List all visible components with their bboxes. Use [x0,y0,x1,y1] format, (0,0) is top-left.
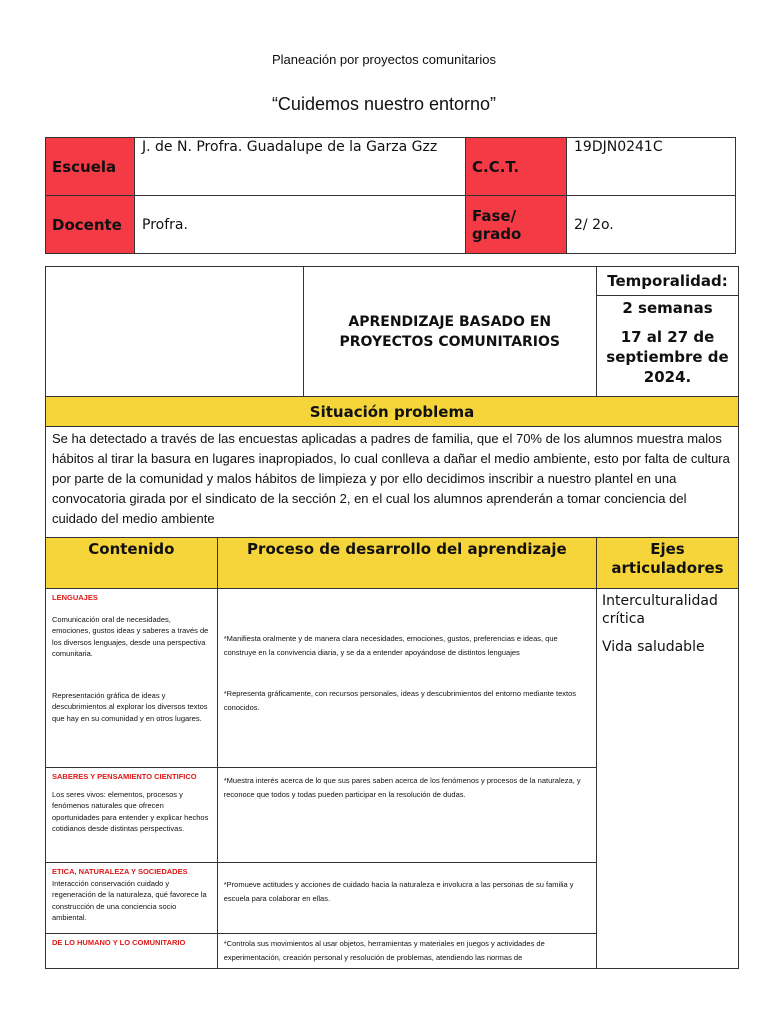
fase-label: Fase/ grado [466,196,567,254]
category-humano: DE LO HUMANO Y LO COMUNITARIO [52,938,186,947]
situacion-text: Se ha detectado a través de las encuestas aplicadas a padres de familia, que el 70% de los alumnos muestra malos hábitos al tirar la basura en lugares inapropiados, lo cual conlleva a dañar el medio ambiente, esto por falta de cultura por parte de la comunidad y malos hábitos de limpieza y por ello decidimos inscribir a nuestro plantel en una convocatoria girada por el sindicato de la sección 2, en el cual los alumnos aprenderán a tomar conciencia del cuidado del medio ambiente [46,427,739,538]
document-subtitle: Planeación por proyectos comunitarios [271,52,496,67]
process-etica-1: *Promueve actitudes y acciones de cuidado hacia la naturaleza e involucra a las personas de su familia y escuela para colaborar en ellas. [223,880,574,903]
process-lenguajes [217,589,596,768]
eje-interculturalidad: Interculturalidad crítica [602,593,718,627]
contenido-header: Contenido [46,538,218,589]
process-saberes-1: *Muestra interés acerca de lo que sus pares saben acerca de los fenómenos y procesos de la naturaleza, y reconoce que todos y todas pueden participar en la resolución de dudas. [223,776,581,799]
process-lenguajes-1: *Manifiesta oralmente y de manera clara necesidades, emociones, gustos, preferencias e ideas, que construye en la convivencia diaria, y se da a entender apoyándose de distintos lenguajes [223,634,558,657]
process-humano [217,934,596,969]
docente-value: Profra. [135,196,466,254]
dates: 17 al 27 de septiembre de 2024. [606,328,729,386]
blank-cell [46,267,304,397]
category-saberes: SABERES Y PENSAMIENTO CIENTIFICO [52,772,197,781]
proceso-header: Proceso de desarrollo del aprendizaje [217,538,596,589]
content-saberes-1: Los seres vivos: elementos, procesos y fenómenos naturales que ofrecen oportunidades para entender y explicar hechos cotidianos desde distintas perspectivas. [52,789,209,833]
content-etica [46,863,218,934]
content-lenguajes-2: Representación gráfica de ideas y descubrimientos al explorar los diversos textos que hay en su comunidad y en otros lugares. [52,690,208,723]
process-saberes [217,768,596,863]
duration: 2 semanas [622,299,713,317]
project-title: APRENDIZAJE BASADO EN PROYECTOS COMUNITARIOS [303,267,597,397]
docente-label: Docente [46,196,135,254]
process-humano-1: *Controla sus movimientos al usar objetos, herramientas y materiales en juegos y actividades de experimentación, creación personal y resolución de problemas, atendiendo las normas de [223,939,545,962]
category-lenguajes: LENGUAJES [52,593,98,602]
escuela-value: J. de N. Profra. Guadalupe de la Garza Gzz [135,138,466,196]
content-humano [46,934,218,969]
info-table [45,137,736,254]
category-etica: ETICA, NATURALEZA Y SOCIEDADES [52,867,188,876]
ejes-header: Ejes articuladores [597,538,739,589]
content-etica-1: Interacción conservación cuidado y regeneración de la naturaleza, qué favorece la construcción de una conciencia socio ambiental. [52,878,207,922]
content-lenguajes-1: Comunicación oral de necesidades, emociones, gustos ideas y saberes a través de los diversos lenguajes, desde una perspectiva comunitaria. [52,614,209,658]
ejes-cell [597,589,739,969]
process-etica [217,863,596,934]
process-lenguajes-2: *Representa gráficamente, con recursos personales, ideas y descubrimientos del entorno mediante textos conocidos. [223,689,577,712]
temporalidad-label: Temporalidad: [597,267,739,296]
document-title: “Cuidemos nuestro entorno” [271,94,497,114]
eje-vida-saludable: Vida saludable [602,639,705,655]
cct-label: C.C.T. [466,138,567,196]
project-table [45,266,739,969]
situacion-label: Situación problema [46,397,739,427]
fase-value: 2/ 2o. [567,196,736,254]
content-lenguajes [46,589,218,768]
content-saberes [46,768,218,863]
cct-value: 19DJN0241C [567,138,736,196]
escuela-label: Escuela [46,138,135,196]
temporalidad-value [597,296,739,397]
